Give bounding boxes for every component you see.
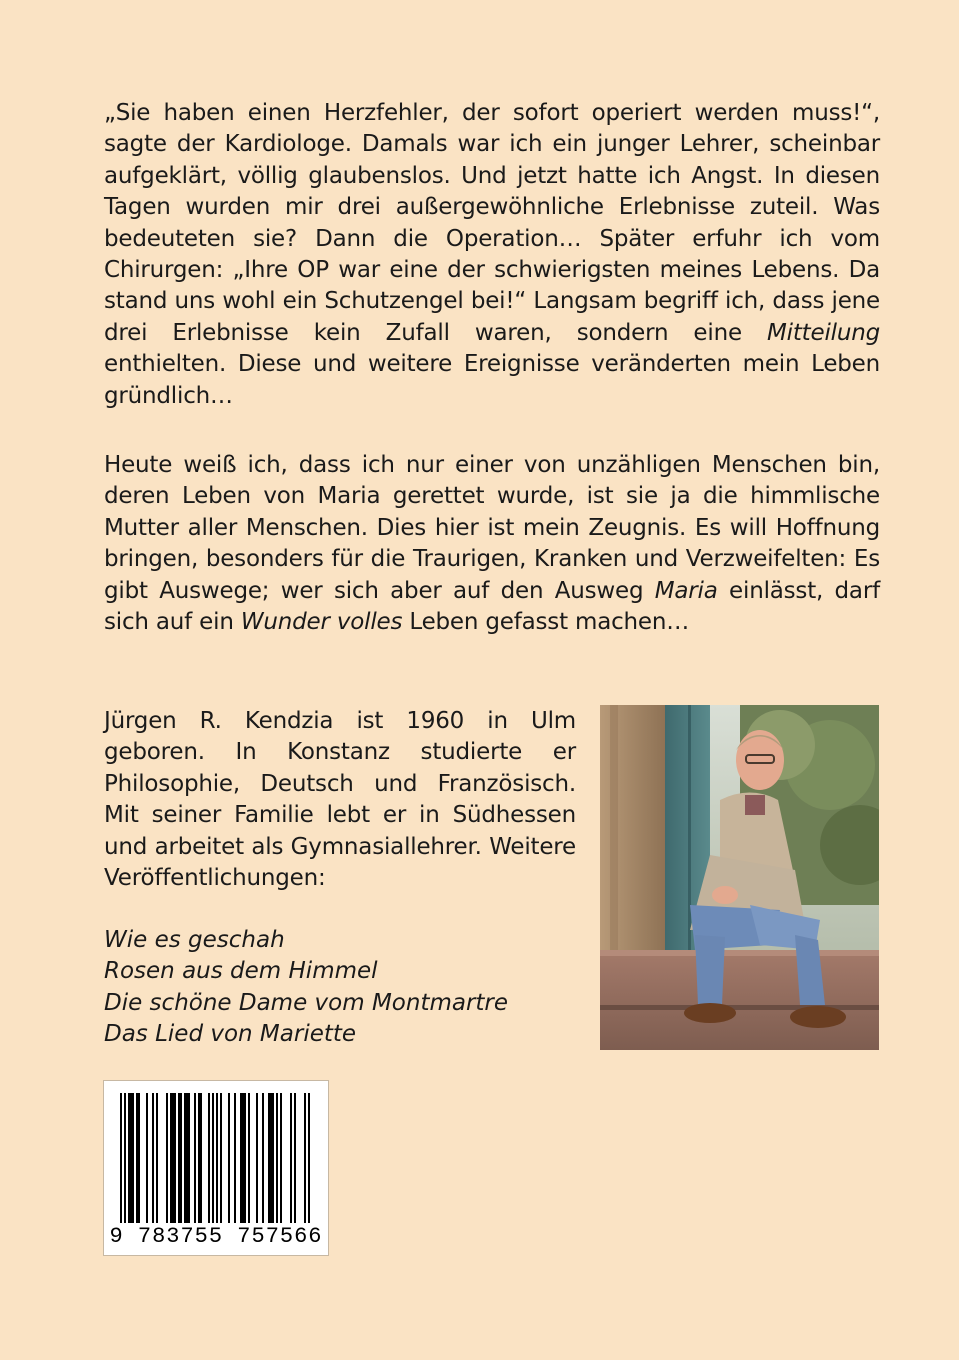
barcode-bar: [170, 1093, 172, 1223]
publication-title: Wie es geschah: [104, 927, 285, 953]
barcode-bar: [228, 1093, 230, 1223]
barcode-bar: [178, 1093, 180, 1223]
barcode-bars: [104, 1081, 328, 1231]
barcode-bar: [256, 1093, 258, 1223]
blurb-1-text-b: enthielten. Diese und weitere Ereignisse veränderten mein Leben gründlich…: [104, 351, 880, 409]
blurb-2-emphasis-maria: Maria: [654, 577, 718, 604]
barcode-bar: [186, 1093, 188, 1223]
barcode-bar: [120, 1093, 122, 1223]
blurb-1-emphasis: Mitteilung: [767, 319, 880, 346]
barcode-bar: [198, 1093, 200, 1223]
barcode-bar: [146, 1093, 148, 1223]
barcode-bar: [276, 1093, 278, 1223]
barcode-bar: [234, 1093, 236, 1223]
barcode-bar: [304, 1093, 306, 1223]
barcode-bar: [212, 1093, 214, 1223]
publication-title: Das Lied von Mariette: [104, 1021, 357, 1048]
blurb-paragraph-1: [104, 98, 880, 412]
barcode-bar: [166, 1093, 168, 1223]
barcode-bar: [270, 1093, 272, 1223]
barcode-bar: [194, 1093, 196, 1223]
barcode-bar: [248, 1093, 250, 1223]
barcode-bar: [240, 1093, 242, 1223]
blurb-1-text-a: „Sie haben einen Herzfehler, der sofort operiert werden muss!“, sagte der Kardiologe. Damals war ich ein junger Lehrer, scheinbar aufgeklärt, völlig glaubenslos. Und jetzt hatte ich Angst. In diesen Tagen wurden mir drei außergewöhnliche Erlebnisse zuteil. Was bedeuteten sie? Dann die Operation… Später erfuhr ich vom Chirurgen: „Ihre OP war eine der schwierigsten meines Lebens. Da stand uns wohl ein Schutzengel bei!“ Langsam begriff ich, dass jene drei Erlebnisse kein Zufall waren, sondern eine: [104, 100, 880, 346]
blurb-2-text-b: einlässt, darf sich auf ein: [104, 577, 880, 636]
barcode-bar: [208, 1093, 210, 1223]
barcode-bar: [308, 1093, 310, 1223]
isbn-barcode: [103, 1080, 329, 1256]
barcode-bar: [184, 1093, 186, 1223]
blurb-2-text-a: Heute weiß ich, dass ich nur einer von unzähligen Menschen bin, deren Leben von Maria gerettet wurde, ist sie ja die himmlische Mutter aller Menschen. Dies hier ist mein Zeugnis. Es will Hoffnung bringen, besonders für die Traurigen, Kranken und Verzweifelten: Es gibt Auswege; wer sich aber auf den Ausweg: [104, 452, 880, 604]
barcode-bar: [244, 1093, 246, 1223]
barcode-bar: [136, 1093, 138, 1223]
barcode-bar: [290, 1093, 292, 1223]
author-photo: [600, 705, 879, 1050]
barcode-bar: [132, 1093, 134, 1223]
barcode-bar: [220, 1093, 222, 1223]
barcode-bar: [128, 1093, 130, 1223]
author-bio-text: Jürgen R. Kendzia ist 1960 in Ulm geboren. In Konstanz studierte er Philosophie, Deutsch und Französisch. Mit seiner Familie lebt er in Südhessen und arbeitet als Gymnasiallehrer. Weitere Veröffentlichungen:: [104, 708, 576, 892]
barcode-bar: [130, 1093, 132, 1223]
barcode-bar: [294, 1093, 296, 1223]
barcode-bar: [268, 1093, 270, 1223]
blurb-2-text-c: Leben gefasst machen…: [402, 609, 690, 636]
blurb-2-emphasis-wunder: Wunder volles: [240, 609, 403, 636]
barcode-bar: [138, 1093, 140, 1223]
isbn-number: 9 783755 757566: [109, 1224, 323, 1249]
publications-list: [104, 925, 508, 1051]
barcode-bar: [152, 1093, 154, 1223]
barcode-bar: [262, 1093, 264, 1223]
publication-title: Rosen aus dem Himmel: [104, 958, 378, 985]
author-bio: [104, 706, 576, 894]
barcode-bar: [172, 1093, 174, 1223]
barcode-bar: [180, 1093, 182, 1223]
barcode-bar: [216, 1093, 218, 1223]
barcode-bar: [174, 1093, 176, 1223]
barcode-bar: [156, 1093, 158, 1223]
barcode-bar: [124, 1093, 126, 1223]
barcode-bar: [272, 1093, 274, 1223]
publication-title: Die schöne Dame vom Montmartre: [104, 989, 509, 1016]
barcode-bar: [242, 1093, 244, 1223]
blurb-paragraph-2: [104, 450, 880, 638]
barcode-bar: [280, 1093, 282, 1223]
barcode-bar: [188, 1093, 190, 1223]
barcode-bar: [200, 1093, 202, 1223]
